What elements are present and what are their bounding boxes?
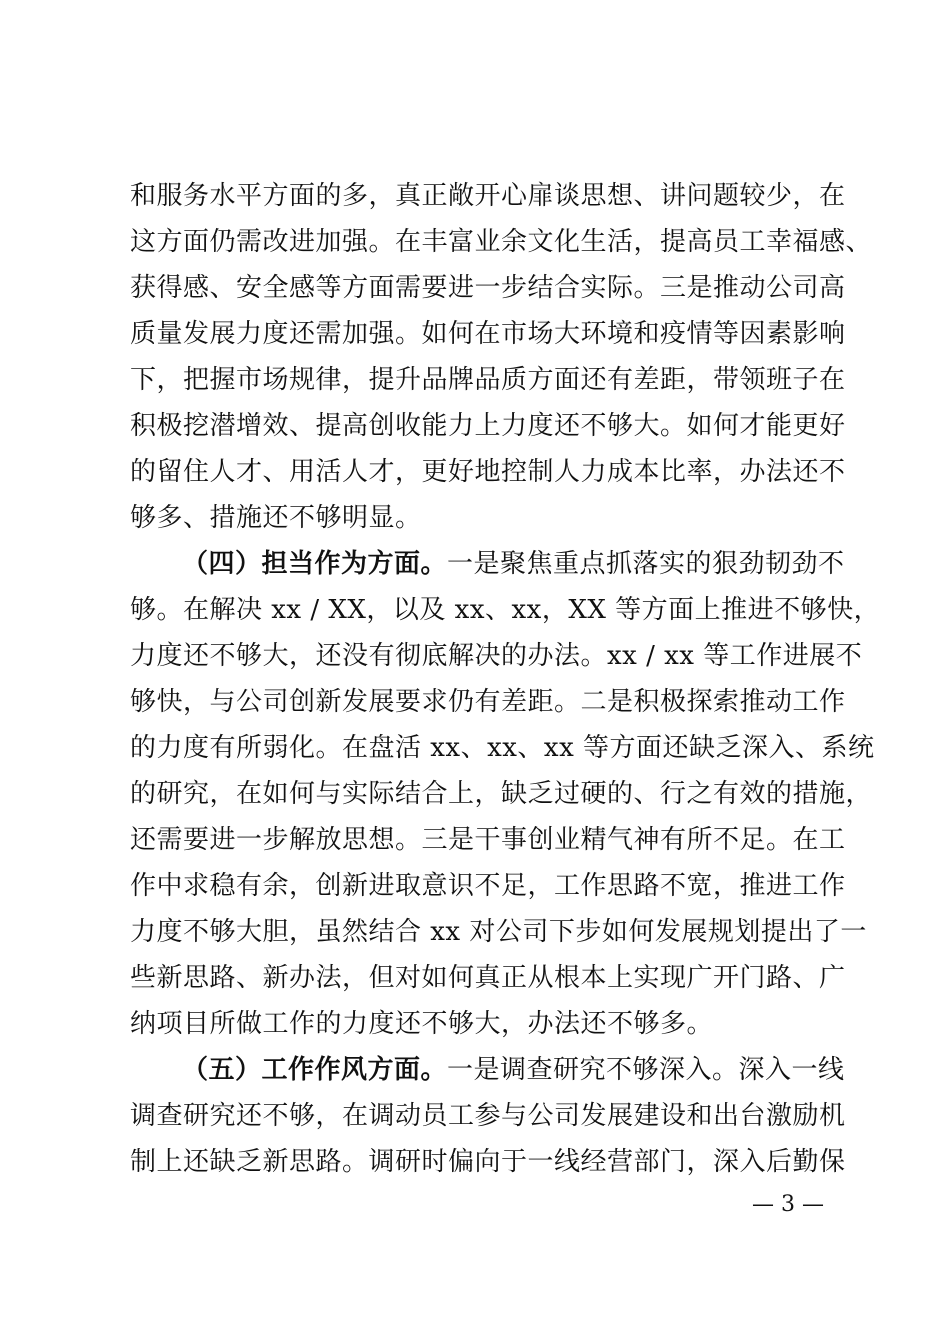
- text-line: 下，把握市场规律，提升品牌品质方面还有差距，带领班子在: [130, 365, 846, 395]
- text-line: 够。在解决 xx / XX，以及 xx、xx，XX 等方面上推进不够快，: [130, 595, 881, 625]
- text-line: 还需要进一步解放思想。三是干事创业精气神有所不足。在工: [130, 825, 846, 855]
- paragraph-first-line: [182, 1047, 845, 1093]
- text-line: 的力度有所弱化。在盘活 xx、xx、xx 等方面还缺乏深入、系统: [130, 733, 875, 763]
- text-line: 些新思路、新办法，但对如何真正从根本上实现广开门路、广: [130, 963, 846, 993]
- text-line: 作中求稳有余，创新进取意识不足，工作思路不宽，推进工作: [130, 871, 846, 901]
- text-line: 够快，与公司创新发展要求仍有差距。二是积极探索推动工作: [130, 687, 846, 717]
- text-line: 质量发展力度还需加强。如何在市场大环境和疫情等因素影响: [130, 319, 846, 349]
- section-heading: （四）担当作为方面。: [182, 549, 448, 579]
- section-heading: （五）工作作风方面。: [182, 1055, 448, 1085]
- text-line: 这方面仍需改进加强。在丰富业余文化生活，提高员工幸福感、: [130, 227, 873, 257]
- text-line: 力度还不够大，还没有彻底解决的办法。xx / xx 等工作进展不: [130, 641, 863, 671]
- text-line: 和服务水平方面的多，真正敞开心扉谈思想、讲问题较少，在: [130, 181, 846, 211]
- text-run: 一是聚焦重点抓落实的狠劲韧劲不: [447, 549, 845, 579]
- text-line: 纳项目所做工作的力度还不够大，办法还不够多。: [130, 1009, 714, 1039]
- paragraph-first-line: [182, 541, 845, 587]
- text-line: 的研究，在如何与实际结合上，缺乏过硬的、行之有效的措施，: [130, 779, 873, 809]
- text-line: 获得感、安全感等方面需要进一步结合实际。三是推动公司高: [130, 273, 846, 303]
- text-line: 调查研究还不够，在调动员工参与公司发展建设和出台激励机: [130, 1101, 846, 1131]
- text-line: 够多、措施还不够明显。: [130, 503, 422, 533]
- text-run: 一是调查研究不够深入。深入一线: [447, 1055, 845, 1085]
- text-line: 制上还缺乏新思路。调研时偏向于一线经营部门，深入后勤保: [130, 1147, 846, 1177]
- text-line: 的留住人才、用活人才，更好地控制人力成本比率，办法还不: [130, 457, 846, 487]
- text-line: 积极挖潜增效、提高创收能力上力度还不够大。如何才能更好: [130, 411, 846, 441]
- text-line: 力度不够大胆，虽然结合 xx 对公司下步如何发展规划提出了一: [130, 917, 867, 947]
- page-number: — 3 —: [752, 1192, 824, 1217]
